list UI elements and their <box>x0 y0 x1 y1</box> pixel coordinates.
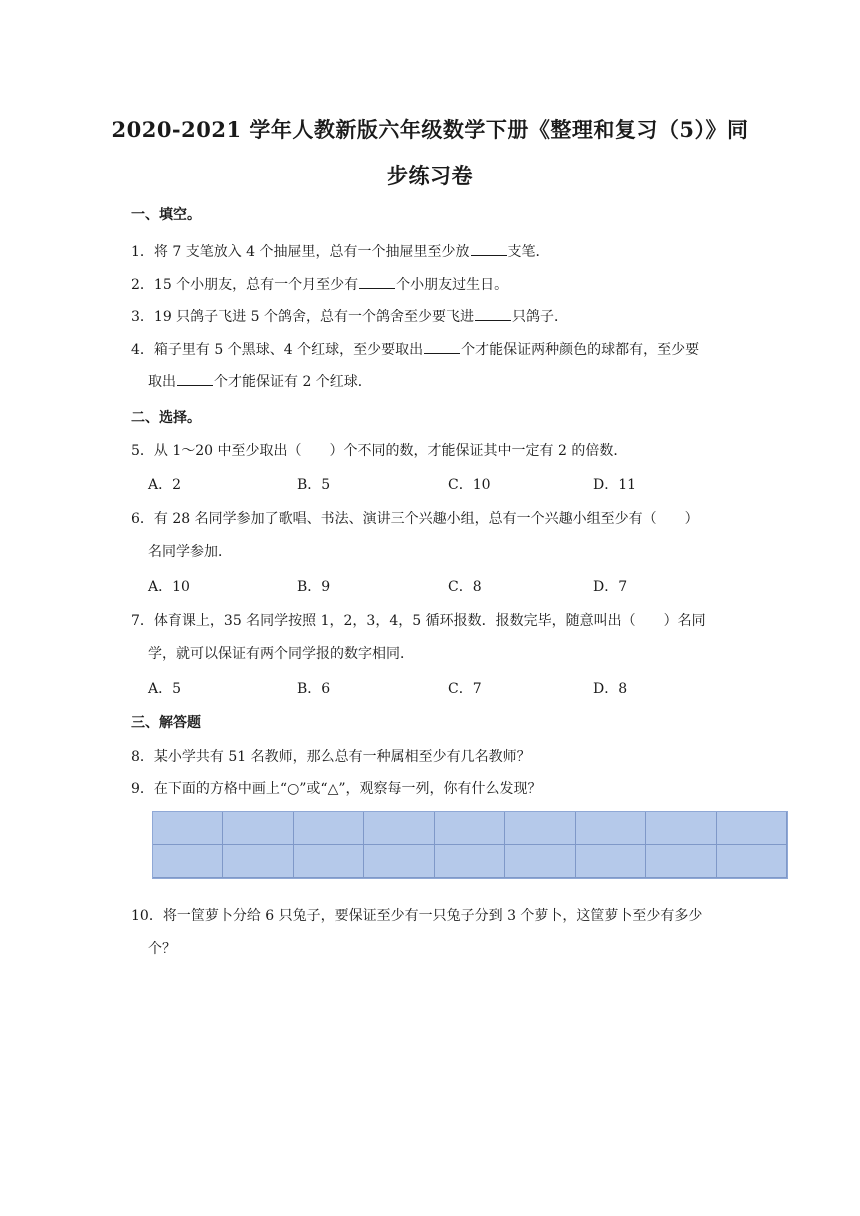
question-9: 9．在下面的方格中画上“○”或“△”，观察每一列，你有什么发现？ <box>131 781 542 797</box>
question-6-option-b[interactable]: B．9 <box>297 579 331 595</box>
question-7-line-2: 学，就可以保证有两个同学报的数字相同． <box>148 646 414 662</box>
grid-cell[interactable] <box>294 812 364 845</box>
question-6-option-c[interactable]: C．8 <box>448 579 482 595</box>
drawing-grid[interactable] <box>152 811 788 879</box>
question-7-option-b[interactable]: B．6 <box>297 681 331 697</box>
question-7-option-a[interactable]: A．5 <box>148 681 182 697</box>
section-fill-blank-heading: 一、填空。 <box>131 207 201 223</box>
question-1-text-a: 1．将 7 支笔放入 4 个抽屉里，总有一个抽屉里至少放 <box>131 244 470 260</box>
document-title-line-1: 2020-2021 学年人教新版六年级数学下册《整理和复习（5）》同 <box>111 117 749 142</box>
answer-blank[interactable] <box>177 373 213 386</box>
question-4-text-a: 4．箱子里有 5 个黑球、4 个红球，至少要取出 <box>131 342 424 358</box>
question-5-option-b[interactable]: B．5 <box>297 477 331 493</box>
question-4-text-d: 个才能保证有 2 个红球． <box>214 374 372 390</box>
question-7-option-d[interactable]: D．8 <box>593 681 628 697</box>
question-7-line-1: 7．体育课上，35 名同学按照 1，2，3，4，5 循环报数．报数完毕，随意叫出（ ）名同 <box>131 613 706 629</box>
question-1-text-b: 支笔． <box>507 244 550 260</box>
section-answer-heading: 三、解答题 <box>131 715 201 731</box>
question-6-option-a[interactable]: A．10 <box>148 579 190 595</box>
question-5-option-c[interactable]: C．10 <box>448 477 491 493</box>
grid-cell[interactable] <box>153 845 223 878</box>
grid-cell[interactable] <box>435 812 505 845</box>
question-5-option-d[interactable]: D．11 <box>593 477 637 493</box>
question-6-option-d[interactable]: D．7 <box>593 579 628 595</box>
question-4-line-1 <box>131 339 699 359</box>
answer-blank[interactable] <box>359 276 395 289</box>
answer-blank[interactable] <box>424 341 460 354</box>
grid-cell[interactable] <box>435 845 505 878</box>
question-1 <box>131 241 550 261</box>
question-4-text-b: 个才能保证两种颜色的球都有，至少要 <box>461 342 700 358</box>
question-3 <box>131 306 568 326</box>
grid-cell[interactable] <box>223 845 293 878</box>
question-10-line-1: 10．将一筐萝卜分给 6 只兔子，要保证至少有一只兔子分到 3 个萝卜，这筐萝卜至少有多少 <box>131 908 703 924</box>
question-3-text-a: 3．19 只鸽子飞进 5 个鸽舍，总有一个鸽舍至少要飞进 <box>131 309 474 325</box>
grid-cell[interactable] <box>576 812 646 845</box>
grid-cell[interactable] <box>576 845 646 878</box>
question-10-line-2: 个？ <box>148 941 176 957</box>
question-2-text-b: 个小朋友过生日。 <box>396 277 509 293</box>
question-5-option-a[interactable]: A．2 <box>148 477 182 493</box>
question-5: 5．从 1～20 中至少取出（ ）个不同的数，才能保证其中一定有 2 的倍数． <box>131 443 628 459</box>
question-4-text-c: 取出 <box>148 374 176 390</box>
grid-cell[interactable] <box>646 812 716 845</box>
document-title-line-2: 步练习卷 <box>387 163 473 188</box>
answer-blank[interactable] <box>475 308 511 321</box>
grid-cell[interactable] <box>153 812 223 845</box>
question-4-line-2 <box>148 371 372 391</box>
grid-cell[interactable] <box>294 845 364 878</box>
question-7-option-c[interactable]: C．7 <box>448 681 482 697</box>
question-6-line-1: 6．有 28 名同学参加了歌唱、书法、演讲三个兴趣小组，总有一个兴趣小组至少有（ ） <box>131 511 699 527</box>
grid-cell[interactable] <box>505 812 575 845</box>
grid-cell[interactable] <box>646 845 716 878</box>
answer-blank[interactable] <box>471 243 507 256</box>
question-2 <box>131 274 508 294</box>
grid-cell[interactable] <box>364 845 434 878</box>
grid-cell[interactable] <box>223 812 293 845</box>
question-2-text-a: 2．15 个小朋友，总有一个月至少有 <box>131 277 359 293</box>
section-choice-heading: 二、选择。 <box>131 410 201 426</box>
question-8: 8．某小学共有 51 名教师，那么总有一种属相至少有几名教师？ <box>131 749 531 765</box>
question-3-text-b: 只鸽子． <box>511 309 568 325</box>
grid-cell[interactable] <box>505 845 575 878</box>
question-6-line-2: 名同学参加． <box>148 544 232 560</box>
grid-cell[interactable] <box>717 845 787 878</box>
grid-cell[interactable] <box>717 812 787 845</box>
grid-cell[interactable] <box>364 812 434 845</box>
